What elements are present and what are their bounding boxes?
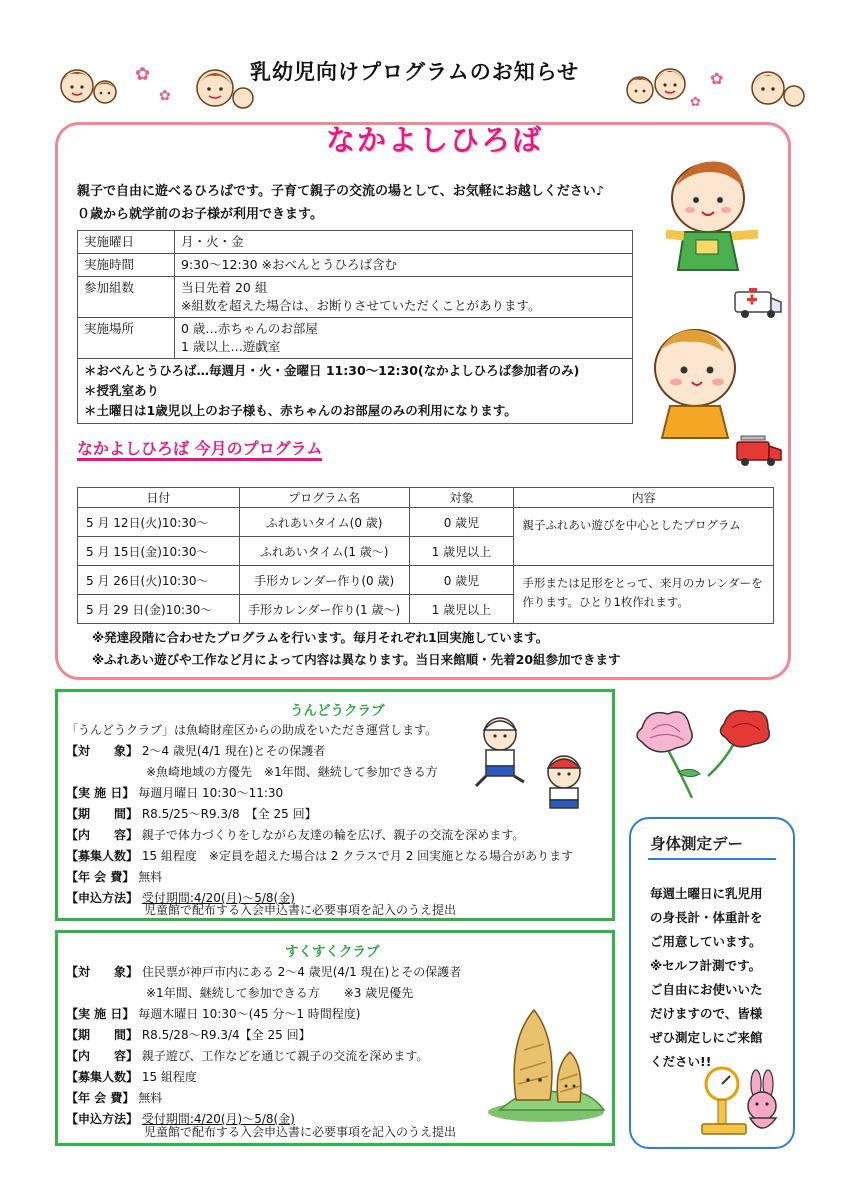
measurement-text-line: ご自由にお使いいた bbox=[650, 982, 763, 997]
info-value-groups bbox=[175, 277, 633, 318]
undo-content-row bbox=[66, 827, 524, 844]
svg-text:✿: ✿ bbox=[135, 64, 151, 85]
measurement-text-line: だけますので、皆様 bbox=[650, 1006, 763, 1021]
suku-cap-row bbox=[66, 1069, 197, 1086]
program-target: 1 歳児以上 bbox=[409, 595, 514, 624]
program-header-date: 日付 bbox=[78, 488, 240, 508]
program-target: 0 歳児 bbox=[409, 566, 514, 595]
undo-content-label: 【内 容】 bbox=[66, 828, 139, 842]
measurement-text-line: ※セルフ計測です。 bbox=[650, 958, 762, 973]
program-content bbox=[514, 566, 774, 624]
ambulance-icon bbox=[733, 284, 783, 320]
suku-content-row bbox=[66, 1048, 428, 1065]
baby-illustration-bottom bbox=[640, 322, 750, 442]
page-title: 乳幼児向けプログラムのお知らせ bbox=[250, 60, 580, 84]
suku-period-row bbox=[66, 1027, 311, 1044]
undo-club-title: うんどうクラブ bbox=[290, 703, 385, 719]
baby-illustration-top bbox=[660, 150, 770, 280]
suku-apply-note: 児童館で配布する入会申込書に必要事項を記入のうえ提出 bbox=[144, 1125, 457, 1139]
hiroba-info-table bbox=[77, 230, 633, 424]
measurement-text-line: ぜひ測定しにご来館 bbox=[650, 1030, 763, 1045]
undo-cap-label: 【募集人数】 bbox=[66, 849, 139, 863]
suku-apply-label: 【申込方法】 bbox=[66, 1112, 139, 1126]
undo-content: 親子で体力づくりをしながら友達の輪を広げ、親子の交流を深めます。 bbox=[141, 828, 525, 842]
undo-target: 2～4 歳児(4/1 現在)とその保護者 bbox=[141, 744, 326, 758]
svg-text:✿: ✿ bbox=[710, 69, 724, 88]
program-name: ふれあいタイム(0 歳) bbox=[239, 508, 409, 537]
note-bento: ＊おべんとうひろば…毎週月・火・金曜日 11:30～12:30(なかよしひろば参加者のみ) bbox=[84, 363, 580, 378]
program-header-content: 内容 bbox=[514, 488, 774, 508]
running-kids-illustration bbox=[468, 712, 600, 812]
suku-club-title: すくすくクラブ bbox=[285, 944, 380, 960]
program-name: 手形カレンダー作り(1 歳～) bbox=[239, 595, 409, 624]
info-notes bbox=[78, 359, 633, 424]
scale-and-rabbit-illustration bbox=[694, 1064, 786, 1140]
place-line-2: 1 歳以上…遊戯室 bbox=[181, 339, 281, 354]
suku-fee: 無料 bbox=[138, 1091, 163, 1105]
program-content: 親子ふれあい遊びを中心としたプログラム bbox=[514, 508, 774, 566]
undo-target-row bbox=[66, 743, 325, 760]
undo-day-label: 【実 施 日】 bbox=[66, 786, 135, 800]
undo-intro: 「うんどうクラブ」は魚崎財産区からの助成をいただき運営します。 bbox=[66, 723, 438, 737]
program-note-1: ※発達段階に合わせたプログラムを行います。毎月それぞれ1回実施しています。 bbox=[92, 630, 549, 645]
undo-fee: 無料 bbox=[138, 870, 163, 884]
program-target: 1 歳児以上 bbox=[409, 537, 514, 566]
intro-text: 親子で自由に遊べるひろばです。子育て親子の交流の場として、お気軽にお越しください♪ bbox=[77, 184, 604, 199]
table-row bbox=[78, 508, 774, 537]
suku-cap-label: 【募集人数】 bbox=[66, 1070, 139, 1084]
suku-fee-label: 【年 会 費】 bbox=[66, 1091, 135, 1105]
undo-target-label: 【対 象】 bbox=[66, 744, 139, 758]
suku-target-label: 【対 象】 bbox=[66, 965, 139, 979]
header-family-illustration-left bbox=[55, 58, 255, 113]
undo-apply-note: 児童館で配布する入会申込書に必要事項を記入のうえ提出 bbox=[144, 903, 457, 917]
suku-day: 毎週木曜日 10:30～(45 分～1 時間程度) bbox=[138, 1007, 361, 1021]
carnation-illustration bbox=[628, 700, 798, 800]
measurement-text-line: 毎週土曜日に乳児用 bbox=[650, 886, 763, 901]
groups-line-1: 当日先着 20 組 bbox=[181, 280, 268, 295]
program-target: 0 歳児 bbox=[409, 508, 514, 537]
info-value-days: 月・火・金 bbox=[175, 231, 633, 254]
program-content-line-2: 作ります。ひとり1枚作れます。 bbox=[522, 595, 689, 609]
suku-cap: 15 組程度 bbox=[141, 1070, 197, 1084]
svg-text:✿: ✿ bbox=[159, 88, 171, 104]
suku-content-label: 【内 容】 bbox=[66, 1049, 139, 1063]
undo-fee-row bbox=[66, 869, 162, 886]
info-value-place bbox=[175, 318, 633, 359]
program-table bbox=[77, 487, 774, 624]
nakayoshi-hiroba-title: なかよしひろば bbox=[326, 123, 544, 157]
program-header-target: 対象 bbox=[409, 488, 514, 508]
program-date: 5 月 12日(火)10:30～ bbox=[78, 508, 240, 537]
undo-target-note: ※魚崎地域の方優先 ※1年間、継続して参加できる方 bbox=[146, 765, 438, 779]
program-content-line-1: 手形または足形をとって、来月のカレンダーを bbox=[522, 576, 763, 590]
undo-cap-row bbox=[66, 848, 573, 865]
note-nursing-room: ＊授乳室あり bbox=[84, 383, 160, 398]
undo-apply-label: 【申込方法】 bbox=[66, 891, 139, 905]
measurement-text-line: ご用意しています。 bbox=[650, 934, 762, 949]
program-date: 5 月 15日(金)10:30～ bbox=[78, 537, 240, 566]
fire-truck-icon bbox=[735, 432, 783, 468]
suku-day-label: 【実 施 日】 bbox=[66, 1007, 135, 1021]
measurement-text-line: の身長計・体重計を bbox=[650, 910, 763, 925]
info-label-groups: 参加組数 bbox=[78, 277, 175, 318]
info-label-place: 実施場所 bbox=[78, 318, 175, 359]
program-note-2: ※ふれあい遊びや工作など月によって内容は異なります。当日来館順・先着20組参加できます bbox=[92, 652, 621, 667]
table-row bbox=[78, 566, 774, 595]
program-heading: なかよしひろば 今月のプログラム bbox=[77, 440, 322, 461]
program-date: 5 月 29 日(金)10:30～ bbox=[78, 595, 240, 624]
program-name: ふれあいタイム(1 歳～) bbox=[239, 537, 409, 566]
bamboo-shoot-illustration bbox=[486, 1000, 608, 1122]
undo-period: R8.5/25～R9.3/8 【全 25 回】 bbox=[141, 807, 317, 821]
suku-target: 住民票が神戸市内にある 2～4 歳児(4/1 現在)とその保護者 bbox=[141, 965, 462, 979]
measurement-text-line: ください!! bbox=[650, 1054, 712, 1069]
undo-period-label: 【期 間】 bbox=[66, 807, 139, 821]
program-name: 手形カレンダー作り(0 歳) bbox=[239, 566, 409, 595]
suku-content: 親子遊び、工作などを通じて親子の交流を深めます。 bbox=[141, 1049, 429, 1063]
header-family-illustration-right bbox=[618, 58, 808, 113]
measurement-title-underline bbox=[648, 858, 776, 860]
intro-text-age: ０歳から就学前のお子様が利用できます。 bbox=[77, 207, 323, 222]
note-saturday: ＊土曜日は1歳児以上のお子様も、赤ちゃんのお部屋のみの利用になります。 bbox=[84, 403, 517, 418]
undo-fee-label: 【年 会 費】 bbox=[66, 870, 135, 884]
undo-day: 毎週月曜日 10:30～11:30 bbox=[138, 786, 284, 800]
measurement-day-title: 身体測定デー bbox=[650, 835, 744, 853]
place-line-1: 0 歳…赤ちゃんのお部屋 bbox=[181, 321, 318, 336]
info-label-time: 実施時間 bbox=[78, 254, 175, 277]
undo-day-row bbox=[66, 785, 283, 802]
groups-line-2: ※組数を超えた場合は、お断りさせていただくことがあります。 bbox=[181, 298, 541, 313]
suku-period: R8.5/28～R9.3/4【全 25 回】 bbox=[141, 1028, 311, 1042]
suku-day-row bbox=[66, 1006, 360, 1023]
svg-text:✿: ✿ bbox=[690, 95, 701, 110]
program-date: 5 月 26日(火)10:30～ bbox=[78, 566, 240, 595]
info-label-days: 実施曜日 bbox=[78, 231, 175, 254]
undo-cap: 15 組程度 ※定員を超えた場合は 2 クラスで月 2 回実施となる場合があります bbox=[141, 849, 574, 863]
undo-apply: 受付期間:4/20(月)～5/8(金) bbox=[141, 891, 295, 905]
suku-target-row bbox=[66, 964, 461, 981]
suku-target-note: ※1年間、継続して参加できる方 ※3 歳児優先 bbox=[146, 986, 414, 1000]
program-header-name: プログラム名 bbox=[239, 488, 409, 508]
info-value-time: 9:30～12:30 ※おべんとうひろば含む bbox=[175, 254, 633, 277]
suku-period-label: 【期 間】 bbox=[66, 1028, 139, 1042]
suku-apply: 受付期間:4/20(月)～5/8(金) bbox=[141, 1112, 295, 1126]
suku-fee-row bbox=[66, 1090, 162, 1107]
undo-period-row bbox=[66, 806, 317, 823]
